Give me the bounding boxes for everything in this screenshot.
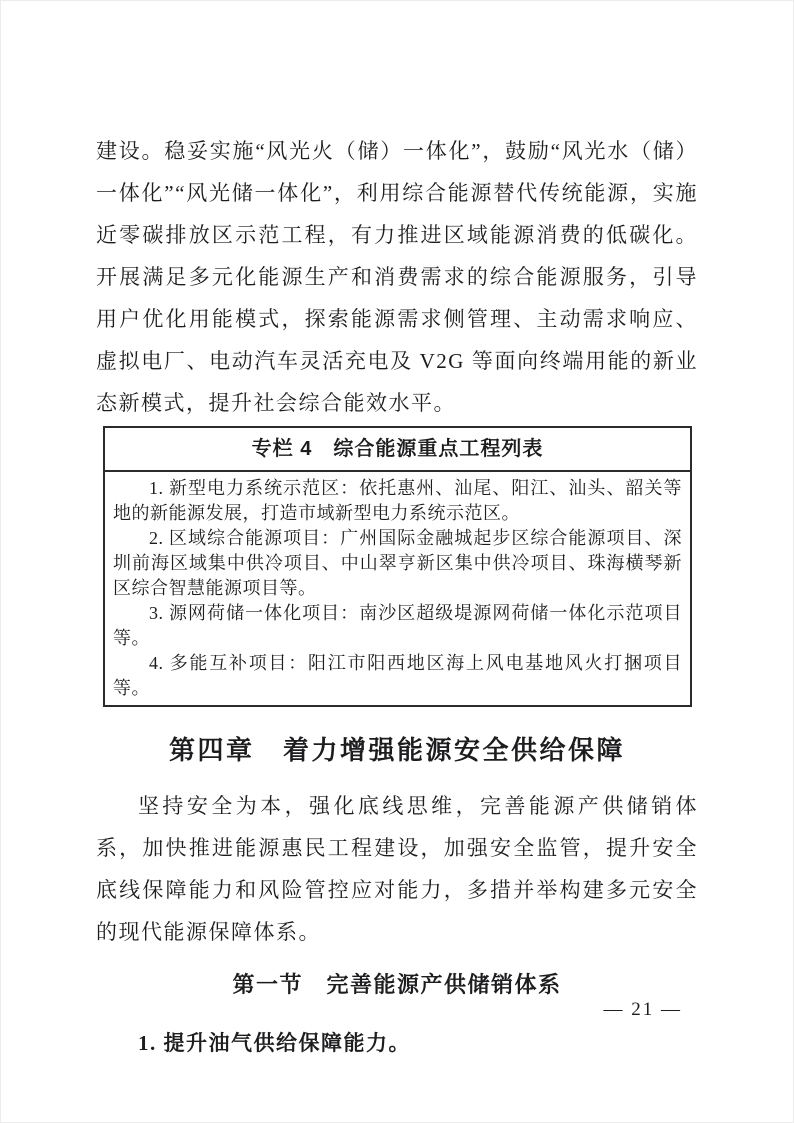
- column-box-body: [105, 472, 690, 705]
- page-number: — 21 —: [603, 999, 682, 1020]
- column-box-item: 4. 多能互补项目：阳江市阳西地区海上风电基地风火打捆项目等。: [113, 653, 682, 698]
- column-box-item: 1. 新型电力系统示范区：依托惠州、汕尾、阳江、汕头、韶关等地的新能源发展，打造市域新型电力系统示范区。: [113, 478, 682, 523]
- body-paragraph-continued: 建设。稳妥实施“风光火（储）一体化”，鼓励“风光水（储）一体化”“风光储一体化”，利用综合能源替代传统能源，实施近零碳排放区示范工程，有力推进区域能源消费的低碳化。开展满足多元化能源生产和消费需求的综合能源服务，引导用户优化用能模式，探索能源需求侧管理、主动需求响应、虚拟电厂、电动汽车灵活充电及 V2G 等面向终端用能的新业态新模式，提升社会综合能效水平。: [96, 139, 698, 415]
- chapter-heading: 第四章 着力增强能源安全供给保障: [168, 736, 625, 765]
- body-paragraph: 坚持安全为本，强化底线思维，完善能源产供储销体系，加快推进能源惠民工程建设，加强安全监管，提升安全底线保障能力和风险管控应对能力，多措并举构建多元安全的现代能源保障体系。: [96, 794, 698, 944]
- column-box: [103, 426, 692, 707]
- page-content: [96, 130, 698, 1059]
- column-box-item: 3. 源网荷储一体化项目：南沙区超级堤源网荷储一体化示范项目等。: [113, 603, 682, 648]
- column-box-item: 2. 区域综合能源项目：广州国际金融城起步区综合能源项目、深圳前海区域集中供冷项目、中山翠亨新区集中供冷项目、珠海横琴新区综合智慧能源项目等。: [113, 528, 682, 598]
- section-heading: 第一节 完善能源产供储销体系: [232, 972, 562, 997]
- column-box-title: 专栏 4 综合能源重点工程列表: [105, 428, 690, 472]
- numbered-item-heading: 1. 提升油气供给保障能力。: [138, 1031, 411, 1055]
